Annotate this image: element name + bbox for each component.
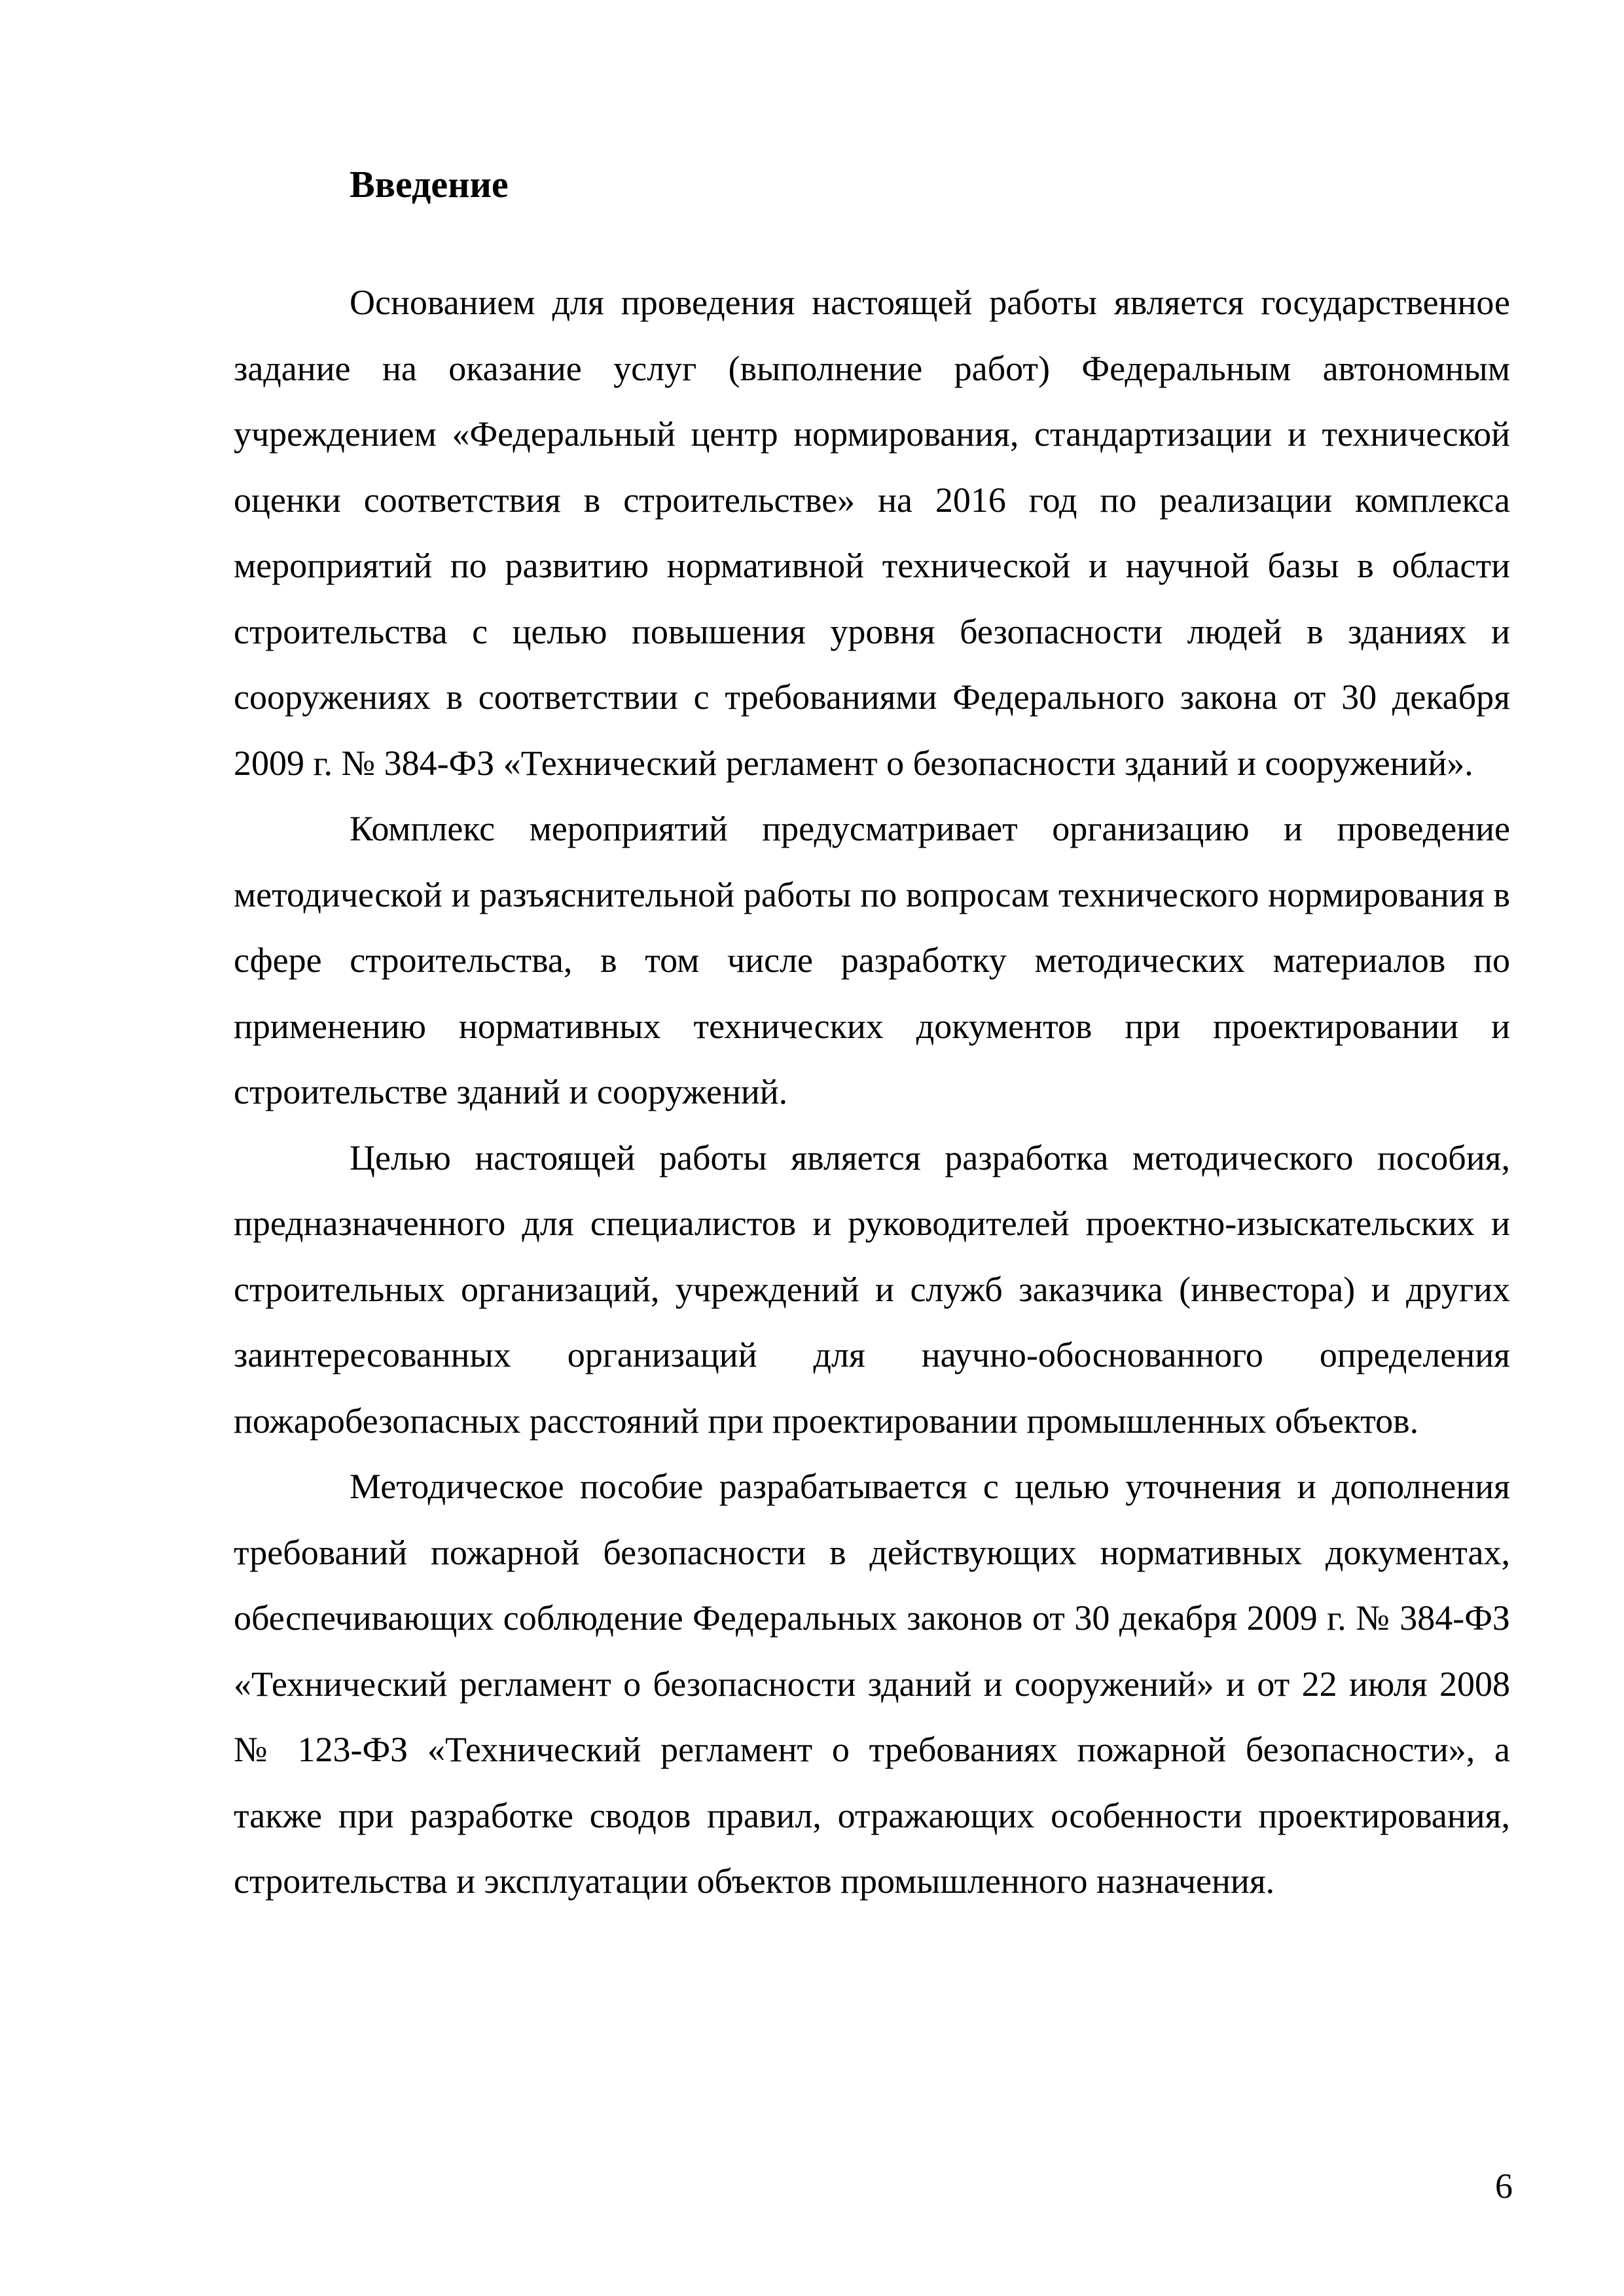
page-number: 6: [1495, 2166, 1513, 2206]
section-heading: Введение: [350, 163, 509, 206]
paragraph-1: Основанием для проведения настоящей работы является государственное задание на оказание услуг (выполнение работ) Федеральным автономным учреждением «Федеральный центр нормирования, стандартизации и технической оценки соответствия в строительстве» на 2016 год по реализации комплекса мероприятий по развитию нормативной технической и научной базы в области строительства с целью повышения уровня безопасности людей в зданиях и сооружениях в соответствии с требованиями Федерального закона от 30 декабря 2009 г. № 384-ФЗ «Технический регламент о безопасности зданий и сооружений».: [234, 283, 1510, 783]
paragraph-2: Комплекс мероприятий предусматривает организацию и проведение методической и разъяснительной работы по вопросам технического нормирования в сфере строительства, в том числе разработку методических материалов по применению нормативных технических документов при проектировании и строительстве зданий и сооружений.: [234, 809, 1510, 1111]
body-text: [234, 270, 1510, 1914]
paragraph-4: Методическое пособие разрабатывается с целью уточнения и дополнения требований пожарной безопасности в действующих нормативных документах, обеспечивающих соблюдение Федеральных законов от 30 декабря 2009 г. № 384-ФЗ «Технический регламент о безопасности зданий и сооружений» и от 22 июля 2008 № 123-ФЗ «Технический регламент о требованиях пожарной безопасности», а также при разработке сводов правил, отражающих особенности проектирования, строительства и эксплуатации объектов промышленного назначения.: [234, 1467, 1510, 1901]
paragraph-3: Целью настоящей работы является разработка методического пособия, предназначенного для специалистов и руководителей проектно-изыскательских и строительных организаций, учреждений и служб заказчика (инвестора) и других заинтересованных организаций для научно-обоснованного определения пожаробезопасных расстояний при проектировании промышленных объектов.: [234, 1138, 1510, 1441]
